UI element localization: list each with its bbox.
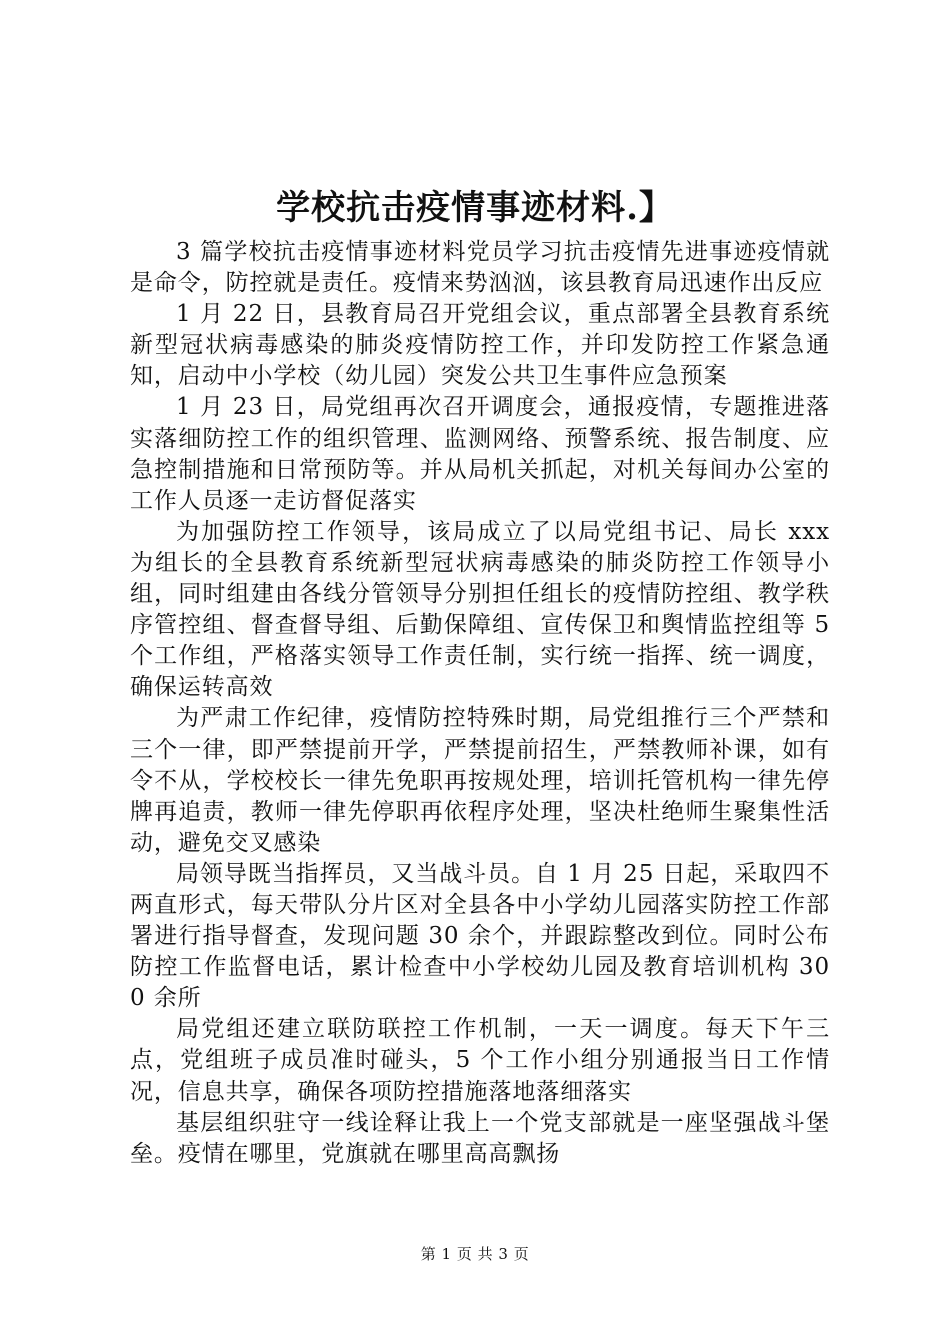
document-body [130,237,830,1170]
paragraph-6: 局领导既当指挥员，又当战斗员。自 1 月 25 日起，采取四不两直形式，每天带队分片区对全县各中小学幼儿园落实防控工作部署进行指导督查，发现问题 30 余个，并跟踪整改到位。同时公布防控工作监督电话，累计检查中小学校幼儿园及教育培训机构 300 余所 [130,860,830,1012]
paragraph-2: 1 月 22 日，县教育局召开党组会议，重点部署全县教育系统新型冠状病毒感染的肺炎疫情防控工作，并印发防控工作紧急通知，启动中小学校（幼儿园）突发公共卫生事件应急预案 [130,301,830,390]
paragraph-3: 1 月 23 日，局党组再次召开调度会，通报疫情，专题推进落实落细防控工作的组织管理、监测网络、预警系统、报告制度、应急控制措施和日常预防等。并从局机关抓起，对机关每间办公室的工作人员逐一走访督促落实 [130,394,830,514]
paragraph-1: 3 篇学校抗击疫情事迹材料党员学习抗击疫情先进事迹疫情就是命令，防控就是责任。疫情来势汹汹，该县教育局迅速作出反应 [130,239,830,297]
document-title: 学校抗击疫情事迹材料.】 [276,188,674,228]
page-footer: 第 1 页 共 3 页 [420,1245,530,1263]
paragraph-4: 为加强防控工作领导，该局成立了以局党组书记、局长 xxx 为组长的全县教育系统新型冠状病毒感染的肺炎防控工作领导小组，同时组建由各线分管领导分别担任组长的疫情防控组、教学秩序管控组、督查督导组、后勤保障组、宣传保卫和舆情监控组等 5 个工作组，严格落实领导工作责任制，实行统一指挥、统一调度，确保运转高效 [130,518,830,701]
paragraph-8: 基层组织驻守一线诠释让我上一个党支部就是一座坚强战斗堡垒。疫情在哪里，党旗就在哪里高高飘扬 [130,1109,830,1167]
paragraph-7: 局党组还建立联防联控工作机制，一天一调度。每天下午三点，党组班子成员准时碰头，5 个工作小组分别通报当日工作情况，信息共享，确保各项防控措施落地落细落实 [130,1016,830,1105]
paragraph-5: 为严肃工作纪律，疫情防控特殊时期，局党组推行三个严禁和三个一律，即严禁提前开学，严禁提前招生，严禁教师补课，如有令不从，学校校长一律先免职再按规处理，培训托管机构一律先停牌再追责，教师一律先停职再依程序处理，坚决杜绝师生聚集性活动，避免交叉感染 [130,705,830,856]
